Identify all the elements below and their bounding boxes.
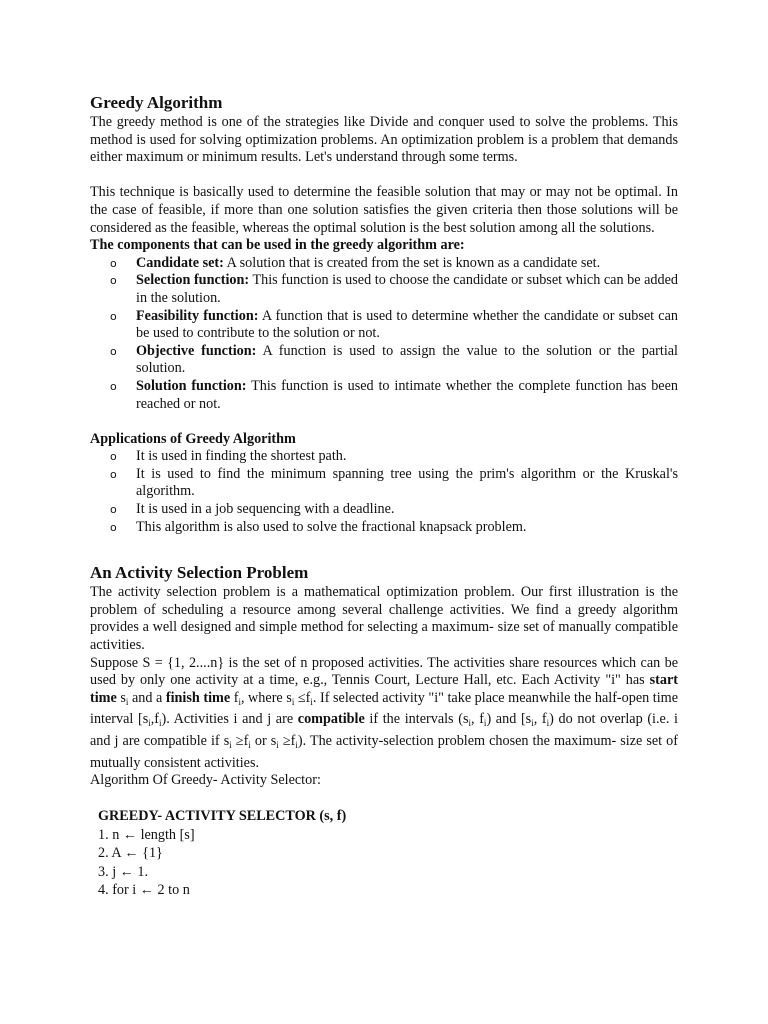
list-item: o It is used to find the minimum spanning tree using the prim's algorithm or the Kruskal's algorithm. xyxy=(110,465,678,500)
list-item: o Objective function: A function is used to assign the value to the solution or the partial solution. xyxy=(110,342,679,377)
bullet-icon: o xyxy=(110,520,117,534)
algorithm-step: 4. for i ← 2 to n xyxy=(98,882,190,899)
components-list xyxy=(90,255,678,413)
applications-list xyxy=(90,448,678,536)
algorithm-block xyxy=(98,807,678,900)
feasible-paragraph: This technique is basically used to determine the feasible solution that may or may not be optimal. In the case of feasible, if more than one solution satisfies the given criteria then those solutions will be considered as the feasible, whereas the optimal solution is the best solution among all the solutions. xyxy=(90,184,678,236)
list-item: o Candidate set: A solution that is created from the set is known as a candidate set. xyxy=(110,254,601,271)
bullet-icon: o xyxy=(110,274,117,288)
bullet-icon: o xyxy=(110,344,117,358)
algorithm-step: 3. j ← 1. xyxy=(98,863,149,880)
spacer xyxy=(90,167,678,185)
list-item: o This algorithm is also used to solve the fractional knapsack problem. xyxy=(110,518,527,535)
bullet-icon: o xyxy=(110,309,117,323)
bullet-icon: o xyxy=(110,503,117,517)
applications-heading: Applications of Greedy Algorithm xyxy=(90,430,296,447)
section-title-activity-selection: An Activity Selection Problem xyxy=(90,563,309,583)
list-item: o Selection function: This function is used to choose the candidate or subset which can be added in the solution. xyxy=(110,272,678,306)
bullet-icon: o xyxy=(110,450,117,464)
section-title-greedy-algorithm: Greedy Algorithm xyxy=(90,93,223,112)
bullet-icon: o xyxy=(110,467,117,481)
list-item: o Feasibility function: A function that is used to determine whether the candidate or subset can be used to contribute to the solution or not. xyxy=(110,307,678,342)
document-page xyxy=(90,92,678,900)
bullet-icon: o xyxy=(110,256,117,270)
algorithm-intro: Algorithm Of Greedy- Activity Selector: xyxy=(90,772,321,789)
algorithm-step: 2. A ← {1} xyxy=(98,845,163,862)
bullet-icon: o xyxy=(110,379,117,393)
activity-intro-paragraph: The activity selection problem is a mathematical optimization problem. Our first illustration is the problem of scheduling a resource among several challenge activities. We find a greedy algorithm provides a well designed and simple method for selecting a maximum- size set of manually compatible activities. xyxy=(90,584,678,654)
algorithm-step: 1. n ← length [s] xyxy=(98,826,195,843)
intro-paragraph: The greedy method is one of the strategies like Divide and conquer used to solve the problems. This method is used for solving optimization problems. An optimization problem is a problem that demands either maximum or minimum results. Let's understand through some terms. xyxy=(90,114,678,166)
components-heading: The components that can be used in the greedy algorithm are: xyxy=(90,237,465,254)
spacer xyxy=(90,413,678,431)
activity-definition-paragraph: Suppose S = {1, 2....n} is the set of n proposed activities. The activities share resources which can be used by only one activity at a time, e.g., Tennis Court, Lecture Hall, etc. Each Activity "i" has start time $s_i$ and a finish time $f_i$, where $s_i \le f_i$. If selected activity "i" take place meanwhile the half-open time interval $[s_i,f_i)$. Activities i and j are compatible if the intervals ($s_i$, $f_i$) and [$s_i$, $f_i$) do not overlap (i.e. i and j are compatible if $s_i \ge f_i$ or $s_i \ge f_i$). The activity-selection problem chosen the maximum- size set of mutually consistent activities. xyxy=(90,654,678,771)
list-item: o It is used in finding the shortest path. xyxy=(110,448,347,465)
list-item: o It is used in a job sequencing with a deadline. xyxy=(110,501,395,518)
list-item: o Solution function: This function is used to intimate whether the complete function has been reached or not. xyxy=(110,377,678,412)
algorithm-title: GREEDY- ACTIVITY SELECTOR (s, f) xyxy=(98,807,347,824)
